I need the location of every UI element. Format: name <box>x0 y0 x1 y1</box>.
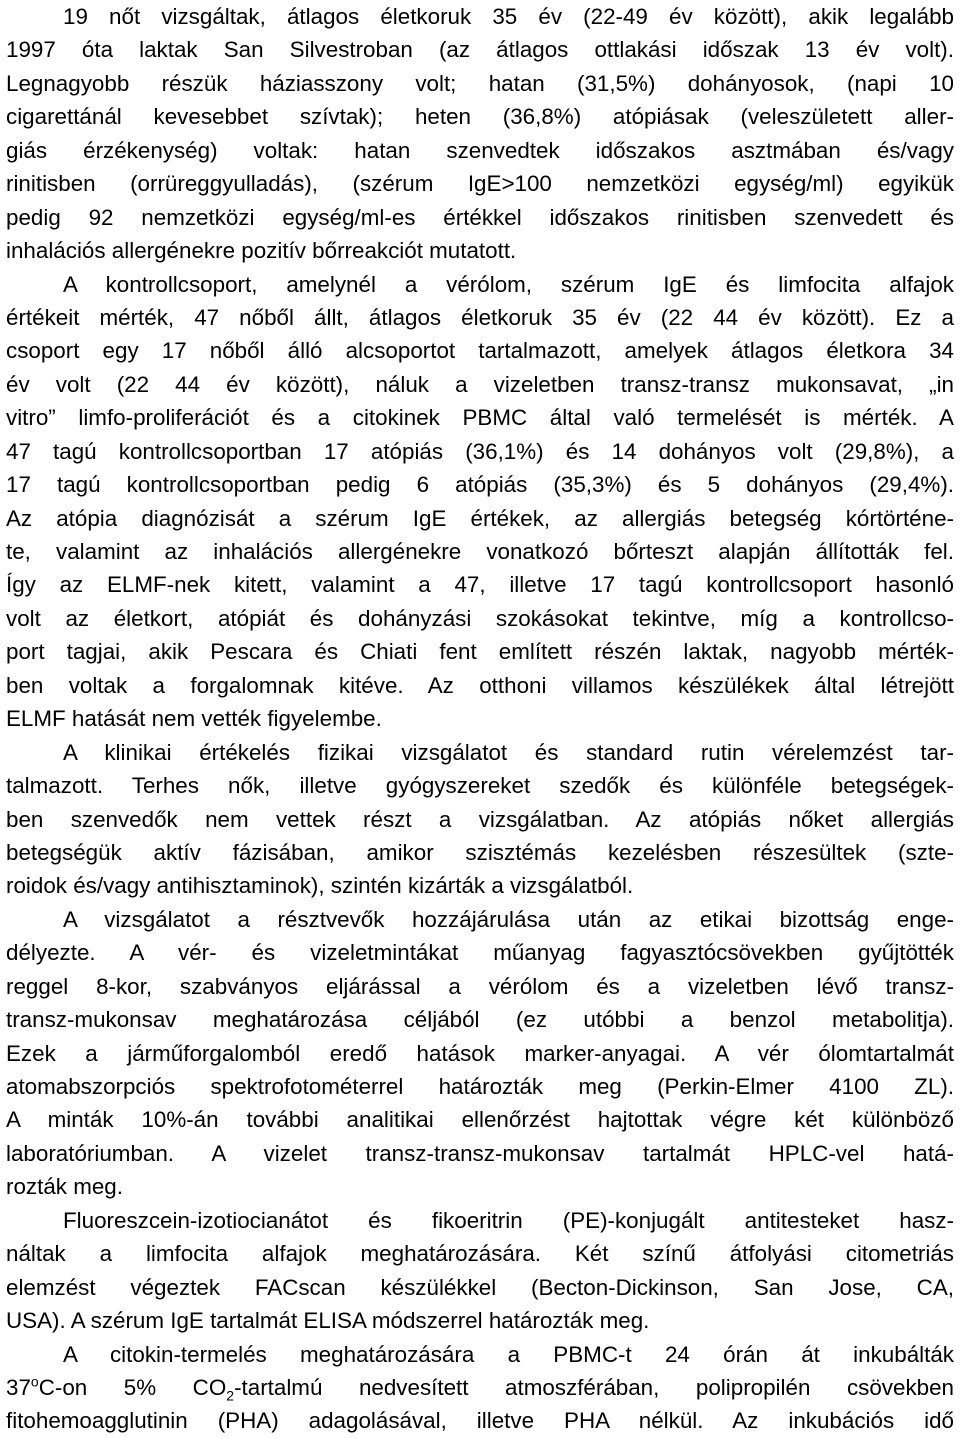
text-line: cigarettánál kevesebbet szívtak); heten (36,8%) atópiásak (veleszületett aller- <box>6 104 954 130</box>
co2-subscript: 2 <box>226 1387 235 1404</box>
text-line: Ezek a járműforgalomból eredő hatások marker-anyagai. A vér ólomtartalmát <box>6 1040 954 1066</box>
text-line: reggel 8-kor, szabványos eljárással a vérólom és a vizeletben lévő transz- <box>6 973 954 999</box>
text-line: A minták 10%-án további analitikai ellenőrzést hajtottak végre két különböző <box>6 1107 954 1133</box>
text-line: ben szenvedők nem vettek részt a vizsgálatban. Az atópiás nőket allergiás <box>6 806 954 832</box>
text-line: laboratóriumban. A vizelet transz-transz-mukonsav tartalmát HPLC-vel hatá- <box>6 1140 954 1166</box>
temp-value: 37 <box>6 1374 31 1400</box>
text-line: betegségük aktív fázisában, amikor szisztémás kezelésben részesültek (szte- <box>6 839 954 865</box>
text-line: USA). A szérum IgE tartalmát ELISA módszerrel határozták meg. <box>6 1308 650 1334</box>
text-line: rinitisben (orrüreggyulladás), (szérum IgE>100 nemzetközi egység/ml) egyikük <box>6 171 954 197</box>
body-text <box>6 0 954 1371</box>
text-line: délyezte. A vér- és vizeletmintákat műanyag fagyasztócsövekben gyűjtötték <box>6 940 954 966</box>
text-line: atomabszorpciós spektrofotométerrel határozták meg (Perkin-Elmer 4100 ZL). <box>6 1074 954 1099</box>
text-line: 47 tagú kontrollcsoportban 17 atópiás (36,1%) és 14 dohányos volt (29,8%), a <box>6 438 954 464</box>
document-page <box>6 0 954 1438</box>
degree-superscript: o <box>30 1373 39 1390</box>
text-line: év volt (22 44 év között), náluk a vizeletben transz-transz mukonsavat, „in <box>6 371 954 397</box>
temp-middle-text: C-on 5% CO <box>38 1374 227 1400</box>
text-line: ELMF hatását nem vették figyelembe. <box>6 706 382 732</box>
text-line: Legnagyobb részük háziasszony volt; hatan (31,5%) dohányosok, (napi 10 <box>6 70 954 96</box>
text-line: pedig 92 nemzetközi egység/ml-es értékkel időszakos rinitisben szenvedett és <box>6 204 954 230</box>
text-line: A vizsgálatot a résztvevők hozzájárulása után az etikai bizottság enge- <box>63 906 954 932</box>
text-line: ben voltak a forgalomnak kitéve. Az otthoni villamos készülékek által létrejött <box>6 672 954 698</box>
text-line-temperature <box>6 1371 954 1404</box>
text-line: értékeit mérték, 47 nőből állt, átlagos életkoruk 35 év (22 44 év között). Ez a <box>6 304 954 330</box>
text-line: inhalációs allergénekre pozitív bőrreakciót mutatott. <box>6 238 517 264</box>
text-line: elemzést végeztek FACscan készülékkel (Becton-Dickinson, San Jose, CA, <box>6 1274 954 1300</box>
text-line: rozták meg. <box>6 1174 123 1200</box>
text-line: Így az ELMF-nek kitett, valamint a 47, illetve 17 tagú kontrollcsoport hasonló <box>6 572 954 598</box>
text-line: A kontrollcsoport, amelynél a vérólom, szérum IgE és limfocita alfajok <box>63 271 954 297</box>
text-line: 1997 óta laktak San Silvestroban (az átlagos ottlakási időszak 13 év volt). <box>6 37 954 63</box>
text-line: 19 nőt vizsgáltak, átlagos életkoruk 35 év (22-49 év között), akik legalább <box>63 4 954 29</box>
text-line: csoport egy 17 nőből álló alcsoportot tartalmazott, amelyek átlagos életkora 34 <box>6 338 954 364</box>
text-line: Az atópia diagnózisát a szérum IgE értékek, az allergiás betegség kórtörténe- <box>6 505 954 531</box>
text-line: transz-mukonsav meghatározása céljából (ez utóbbi a benzol metabolitja). <box>6 1007 954 1033</box>
text-line: te, valamint az inhalációs allergénekre vonatkozó bőrteszt alapján állították fel. <box>6 539 954 564</box>
text-line: port tagjai, akik Pescara és Chiati fent említett részén laktak, nagyobb mérték- <box>6 639 954 665</box>
text-line: A klinikai értékelés fizikai vizsgálatot és standard rutin vérelemzést tar- <box>63 739 954 765</box>
text-line: vitro” limfo-proliferációt és a citokinek PBMC által való termelését is mérték. A <box>6 405 954 431</box>
text-line: 17 tagú kontrollcsoportban pedig 6 atópiás (35,3%) és 5 dohányos (29,4%). <box>6 472 954 498</box>
text-line: náltak a limfocita alfajok meghatározására. Két színű átfolyási citometriás <box>6 1241 954 1267</box>
temp-trailing-text: -tartalmú nedvesített atmoszférában, polipropilén csövekben <box>234 1374 954 1400</box>
text-line: Fluoreszcein-izotiocianátot és fikoeritrin (PE)-konjugált antitesteket hasz- <box>63 1207 954 1233</box>
text-line-final: fitohemoagglutinin (PHA) adagolásával, illetve PHA nélkül. Az inkubációs idő <box>6 1408 954 1434</box>
text-line: A citokin-termelés meghatározására a PBMC-t 24 órán át inkubálták <box>63 1341 954 1367</box>
text-line: talmazott. Terhes nők, illetve gyógyszereket szedők és különféle betegségek- <box>6 773 954 799</box>
text-line: giás érzékenység) voltak: hatan szenvedtek időszakos asztmában és/vagy <box>6 137 954 163</box>
text-line: volt az életkort, atópiát és dohányzási szokásokat tekintve, míg a kontrollcso- <box>6 605 954 631</box>
text-line: roidok és/vagy antihisztaminok), szintén kizárták a vizsgálatból. <box>6 873 634 899</box>
